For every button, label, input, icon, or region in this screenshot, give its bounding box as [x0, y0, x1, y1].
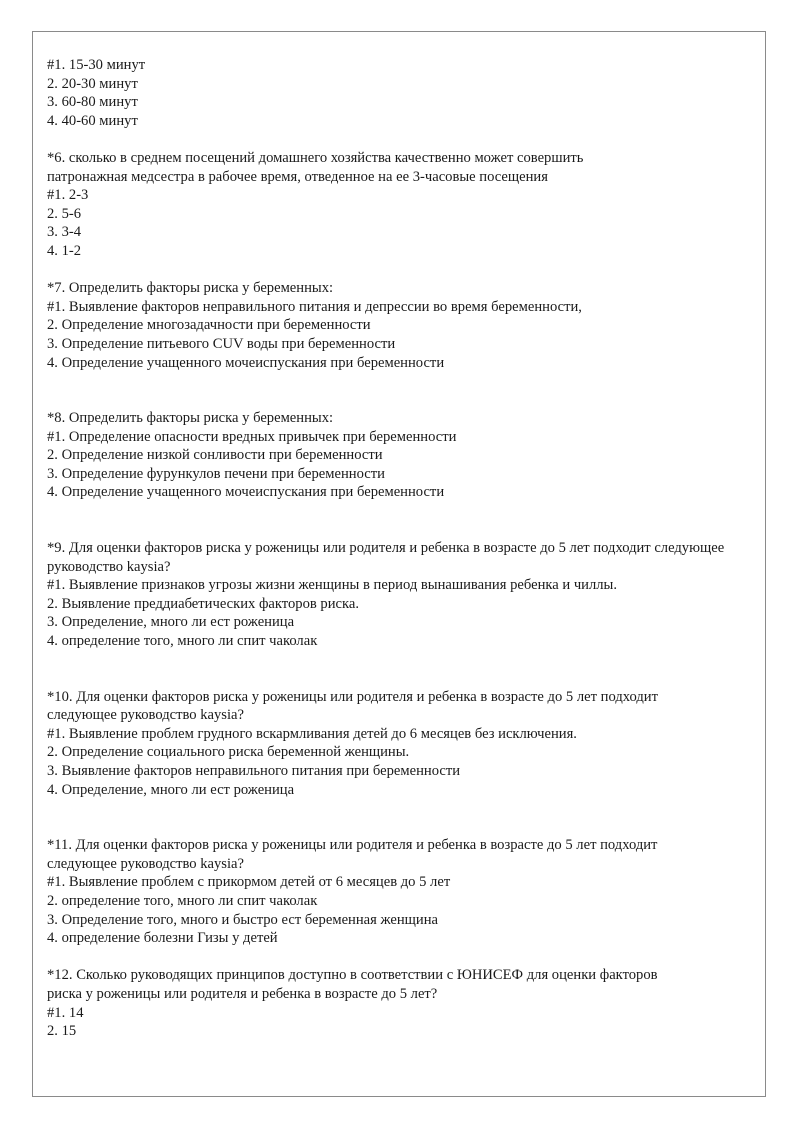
option: #1. Определение опасности вредных привычек при беременности: [47, 428, 457, 445]
option: 3. Определение того, много и быстро ест беременная женщина: [47, 911, 439, 928]
option: 4. Определение учащенного мочеиспускания при беременности: [47, 354, 445, 371]
question-block-12: [47, 966, 737, 1040]
option: 4. 1-2: [47, 242, 82, 259]
question-text: *11. Для оценки факторов риска у роженицы или родителя и ребенка в возрасте до 5 лет подходит следующее руководство kaysia?: [47, 837, 658, 872]
option: 3. Определение питьевого CUV воды при беременности: [47, 335, 396, 352]
option: 4. Определение учащенного мочеиспускания при беременности: [47, 484, 445, 501]
option: #1. Выявление проблем с прикормом детей от 6 месяцев до 5 лет: [47, 874, 451, 891]
option: 3. Определение фурункулов печени при беременности: [47, 465, 385, 482]
option: #1. Выявление признаков угрозы жизни женщины в период вынашивания ребенка и чиллы.: [47, 577, 617, 594]
option: 2. 15: [47, 1023, 77, 1040]
option: #1. Выявление факторов неправильного питания и депрессии во время беременности,: [47, 298, 582, 315]
option: 2. 5-6: [47, 205, 82, 222]
option: 4. Определение, много ли ест роженица: [47, 781, 295, 798]
document-body: [47, 56, 737, 1041]
option: #1. 2-3: [47, 187, 89, 204]
option: 2. определение того, много ли спит чаколак: [47, 892, 318, 909]
question-block-11: [47, 836, 737, 948]
option: 4. определение того, много ли спит чаколак: [47, 633, 318, 650]
option: 2. Выявление преддиабетических факторов риска.: [47, 595, 360, 612]
option: 2. Определение социального риска беременной женщины.: [47, 744, 410, 761]
option: 3. Выявление факторов неправильного питания при беременности: [47, 763, 461, 779]
option: 2. Определение низкой сонливости при беременности: [47, 447, 383, 464]
question-text: *9. Для оценки факторов риска у роженицы или родителя и ребенка в возрасте до 5 лет подходит следующее руководство kaysia?: [47, 540, 725, 575]
question-text: *8. Определить факторы риска у беременных:: [47, 410, 334, 427]
question-block-6: [47, 149, 737, 261]
option: 2. 20-30 минут: [47, 75, 138, 92]
option: #1. 15-30 минут: [47, 57, 146, 73]
option: #1. Выявление проблем грудного вскармливания детей до 6 месяцев без исключения.: [47, 725, 577, 742]
question-block-5: [47, 56, 737, 130]
option: 4. определение болезни Гизы у детей: [47, 930, 278, 947]
option: #1. 14: [47, 1004, 84, 1021]
option: 2. Определение многозадачности при беременности: [47, 317, 371, 334]
question-block-8: [47, 409, 737, 502]
option: 3. 60-80 минут: [47, 94, 138, 111]
question-block-7: [47, 279, 737, 372]
option: 4. 40-60 минут: [47, 112, 138, 129]
question-block-9: [47, 539, 737, 651]
question-block-10: [47, 688, 737, 800]
option: 3. Определение, много ли ест роженица: [47, 614, 295, 631]
question-text: *12. Сколько руководящих принципов доступно в соответствии с ЮНИСЕФ для оценки факторов риска у роженицы или родителя и ребенка в возрасте до 5 лет?: [47, 967, 658, 1002]
question-text: *6. сколько в среднем посещений домашнего хозяйства качественно может совершить патронажная медсестра в рабочее время, отведенное на ее 3-часовые посещения: [47, 149, 584, 185]
option: 3. 3-4: [47, 224, 82, 241]
question-text: *7. Определить факторы риска у беременных:: [47, 280, 334, 297]
question-text: *10. Для оценки факторов риска у роженицы или родителя и ребенка в возрасте до 5 лет подходит следующее руководство kaysia?: [47, 688, 658, 724]
